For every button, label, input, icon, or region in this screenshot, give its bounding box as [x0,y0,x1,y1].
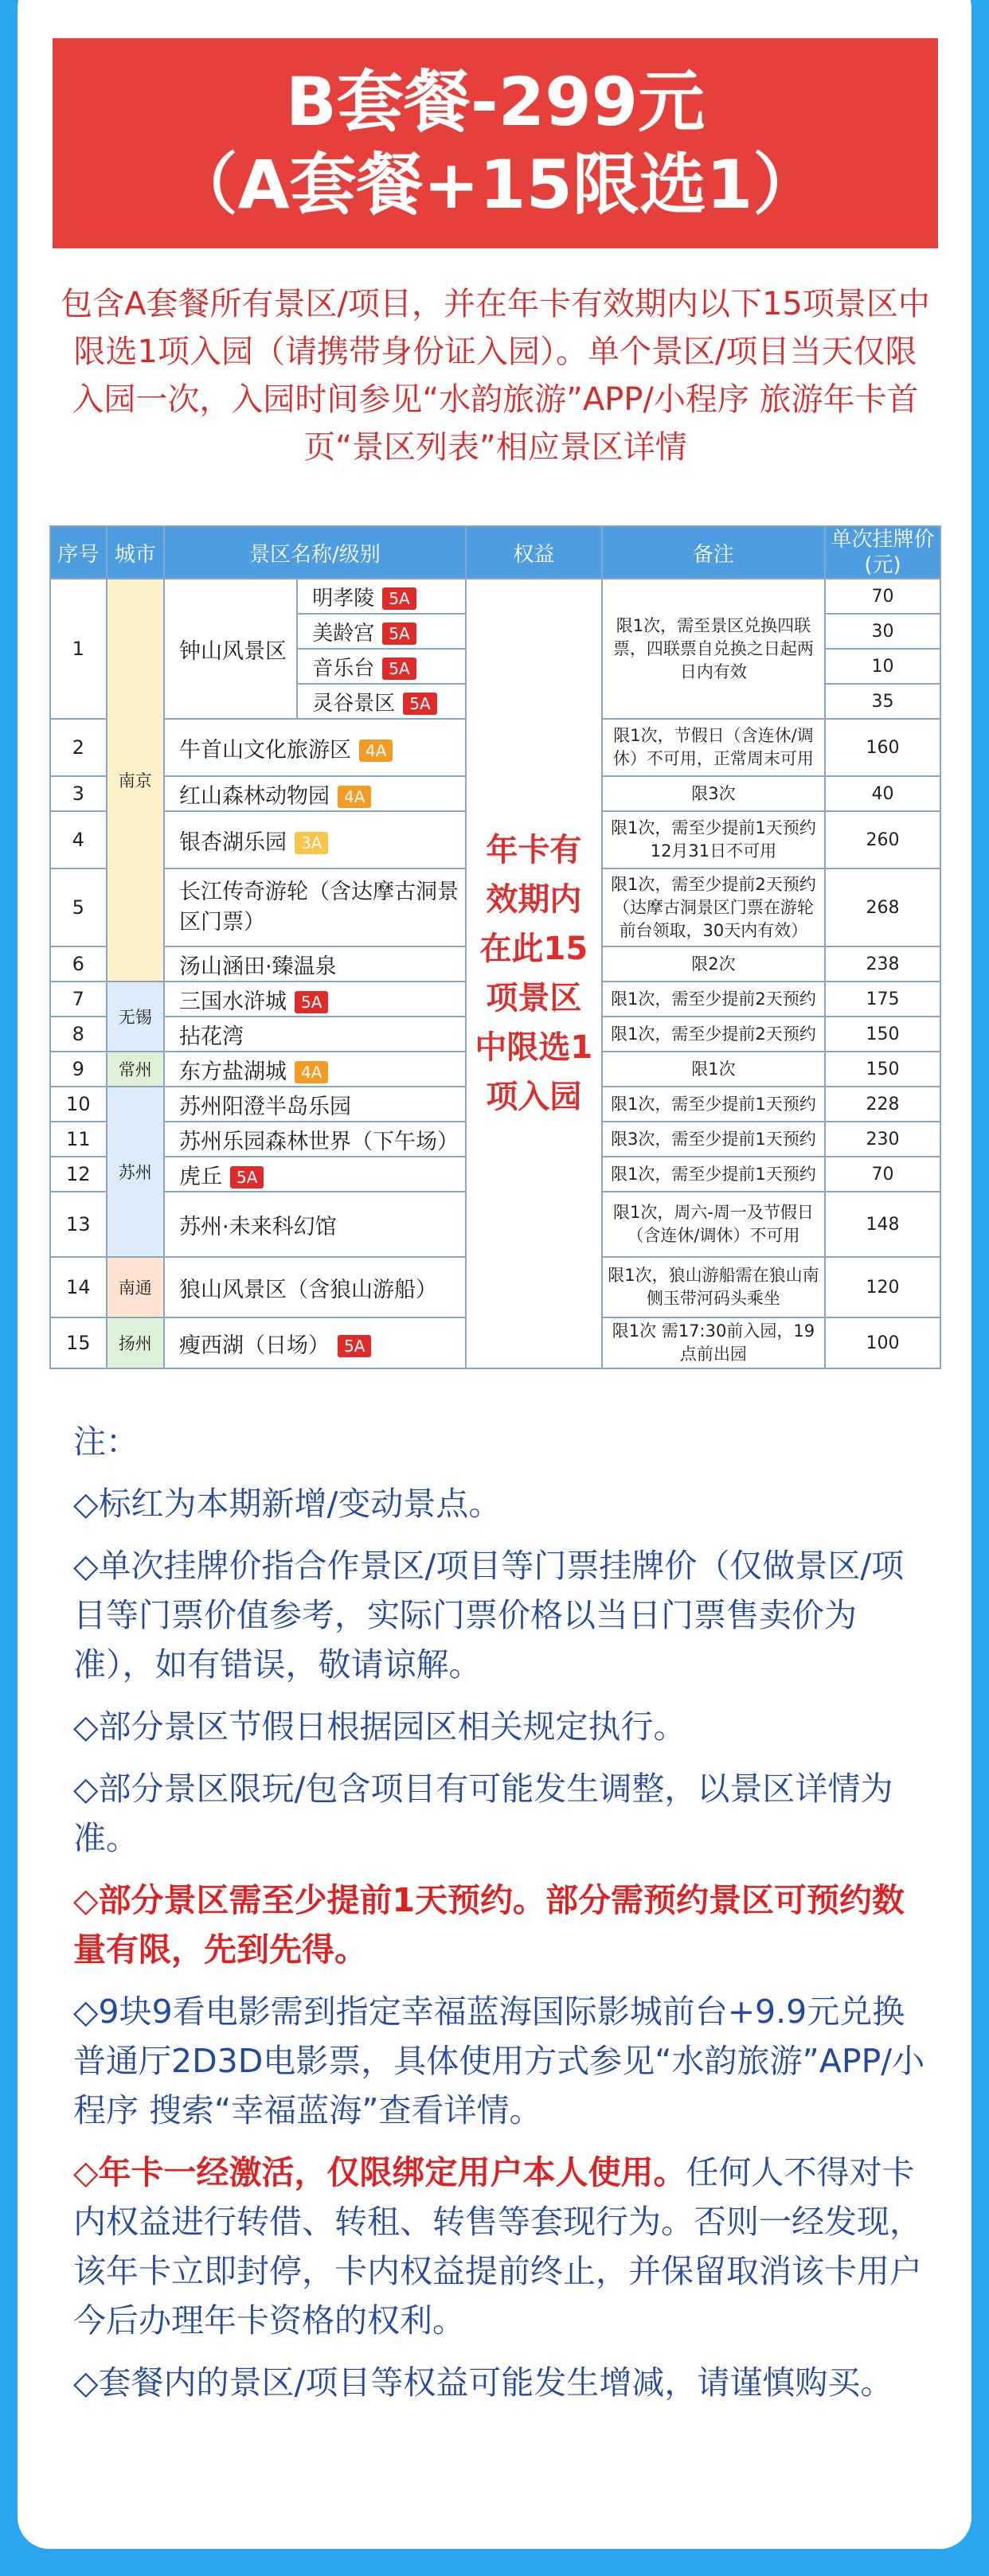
name-text: 红山森林动物园 [179,783,330,809]
attraction-name [164,1157,466,1192]
row-no: 8 [50,1017,107,1052]
sub-name: 灵谷景区 [312,691,396,716]
level-badge: 4A [295,1061,328,1083]
attractions-table-wrap [49,525,941,1369]
note-cell: 限2次 [602,946,825,982]
attraction-name [164,719,466,776]
note-item-highlight: ◇部分景区需至少提前1天预约。部分需预约景区可预约数量有限，先到先得。 [73,1881,905,1969]
attraction-name: 拈花湾 [164,1017,466,1052]
level-badge: 4A [359,740,393,762]
price-cell: 70 [825,1157,940,1192]
level-badge: 5A [382,658,416,680]
note-item: ◇9块9看电影需到指定幸福蓝海国际影城前台+9.9元兑换普通厅2D3D电影票，具体使用方式参见“水韵旅游”APP/小程序 搜索“幸福蓝海”查看详情。 [73,1992,925,2129]
attraction-name: 长江传奇游轮（含达摩古洞景区门票） [164,868,466,946]
row-no: 4 [50,811,107,868]
note-cell: 限1次，需至少提前2天预约 [602,982,825,1017]
attraction-name [164,811,466,868]
note-highlight: ◇年卡一经激活，仅限绑定用户本人使用。 [73,2153,686,2192]
banner-title: B套餐-299元 [285,63,706,141]
price-cell: 30 [825,614,940,649]
name-text: 银杏湖乐园 [179,829,287,855]
row-no: 12 [50,1157,107,1192]
note-cell: 限1次，需至景区兑换四联票，四联票自兑换之日起两日内有效 [602,579,825,719]
intro-text: 包含A套餐所有景区/项目，并在年卡有效期内以下15项景区中限选1项入园（请携带身份证入园）。单个景区/项目当天仅限入园一次，入园时间参见“水韵旅游”APP/小程序 旅游年卡首页“景区列表”相应景区详情 [61,286,930,466]
attraction-name [164,1052,466,1087]
notes-section [73,1417,925,2420]
note-cell: 限1次，需至少提前1天预约 12月31日不可用 [602,811,825,868]
price-cell: 228 [825,1087,940,1122]
banner-subtitle: （A套餐+15限选1） [170,146,820,224]
attraction-name: 狼山风景区（含狼山游船） [164,1257,466,1317]
attraction-name [164,982,466,1017]
city-cell: 南通 [107,1257,165,1317]
price-cell: 160 [825,719,940,776]
row-no: 14 [50,1257,107,1317]
note-item [73,2148,925,2345]
sub-attraction [297,614,466,649]
note-cell: 限3次，需至少提前1天预约 [602,1122,825,1157]
name-text: 三国水浒城 [179,989,287,1014]
row-no: 3 [50,776,107,811]
name-text: 牛首山文化旅游区 [179,737,352,763]
sub-attraction [297,649,466,684]
price-cell: 150 [825,1017,940,1052]
header-price: 单次挂牌价(元) [825,526,940,579]
header-name: 景区名称/级别 [164,526,466,579]
sub-name: 明孝陵 [312,586,375,611]
header-benefit: 权益 [466,526,602,579]
note-item: ◇部分景区限玩/包含项目有可能发生调整，以景区详情为准。 [73,1770,893,1857]
row-no: 9 [50,1052,107,1087]
sub-name: 音乐台 [312,656,375,681]
level-badge: 4A [338,786,371,808]
note-text: 任何人不得对卡内权益进行转借、转租、转售等套现行为。否则一经发现，该年卡立即封停，卡内权益提前终止，并保留取消该卡用户今后办理年卡资格的权利。 [73,2153,922,2340]
note-cell: 限1次 [602,1052,825,1087]
price-cell: 35 [825,684,940,719]
level-badge: 5A [382,587,416,610]
row-no: 11 [50,1122,107,1157]
level-badge: 5A [295,991,328,1013]
attraction-name: 苏州·未来科幻馆 [164,1192,466,1257]
price-cell: 10 [825,649,940,684]
row-no: 13 [50,1192,107,1257]
package-banner [53,38,938,248]
attraction-name [164,1317,466,1368]
attraction-name: 汤山涵田·臻温泉 [164,946,466,982]
note-cell: 限1次 需17:30前入园，19点前出园 [602,1317,825,1368]
row-no: 5 [50,868,107,946]
row-no: 6 [50,946,107,982]
level-badge: 3A [295,832,328,854]
sub-attraction [297,684,466,719]
sub-name: 美龄宫 [312,621,375,646]
note-item: ◇标红为本期新增/变动景点。 [73,1485,502,1523]
price-cell: 40 [825,776,940,811]
sub-attraction [297,579,466,614]
note-cell: 限1次，狼山游船需在狼山南侧玉带河码头乘坐 [602,1257,825,1317]
note-cell: 限1次，需至少提前2天预约 [602,1017,825,1052]
price-cell: 120 [825,1257,940,1317]
row-no: 7 [50,982,107,1017]
note-cell: 限1次，需至少提前2天预约（达摩古洞景区门票在游轮前台领取，30天内有效） [602,868,825,946]
level-badge: 5A [230,1166,264,1188]
level-badge: 5A [403,693,436,715]
note-item: ◇套餐内的景区/项目等权益可能发生增减，请谨慎购买。 [73,2363,893,2402]
header-no: 序号 [50,526,107,579]
price-cell: 260 [825,811,940,868]
price-cell: 100 [825,1317,940,1368]
header-note: 备注 [602,526,825,579]
level-badge: 5A [382,623,416,645]
note-cell: 限3次 [602,776,825,811]
note-item: ◇部分景区节假日根据园区相关规定执行。 [73,1708,686,1746]
price-cell: 70 [825,579,940,614]
row-no: 15 [50,1317,107,1368]
note-cell: 限1次，节假日（含连休/调休）不可用，正常周末可用 [602,719,825,776]
note-cell: 限1次，周六-周一及节假日（含连休/调休）不可用 [602,1192,825,1257]
attraction-name: 苏州乐园森林世界（下午场） [164,1122,466,1157]
row-no: 10 [50,1087,107,1122]
city-cell: 南京 [107,579,165,982]
table-row [50,579,940,614]
attraction-name: 钟山风景区 [164,579,297,719]
price-cell: 175 [825,982,940,1017]
city-cell: 无锡 [107,982,165,1052]
note-cell: 限1次，需至少提前1天预约 [602,1087,825,1122]
city-cell: 常州 [107,1052,165,1087]
name-text: 东方盐湖城 [179,1059,287,1084]
name-text: 虎丘 [179,1164,223,1189]
city-cell: 扬州 [107,1317,165,1368]
city-cell: 苏州 [107,1087,165,1257]
header-city: 城市 [107,526,165,579]
attractions-table [49,525,941,1369]
price-cell: 238 [825,946,940,982]
notes-title: 注： [73,1423,139,1461]
price-cell: 148 [825,1192,940,1257]
benefit-cell: 年卡有效期内在此15项景区中限选1项入园 [466,579,602,1368]
price-cell: 230 [825,1122,940,1157]
name-text: 瘦西湖（日场） [179,1333,330,1358]
price-cell: 268 [825,868,940,946]
row-no: 2 [50,719,107,776]
attraction-name: 苏州阳澄半岛乐园 [164,1087,466,1122]
note-cell: 限1次，需至少提前1天预约 [602,1157,825,1192]
note-item: ◇单次挂牌价指合作景区/项目等门票挂牌价（仅做景区/项目等门票价值参考，实际门票价格以当日门票售卖价为准），如有错误，敬请谅解。 [73,1547,905,1684]
price-cell: 150 [825,1052,940,1087]
level-badge: 5A [338,1335,371,1357]
row-no: 1 [50,579,107,719]
attraction-name [164,776,466,811]
